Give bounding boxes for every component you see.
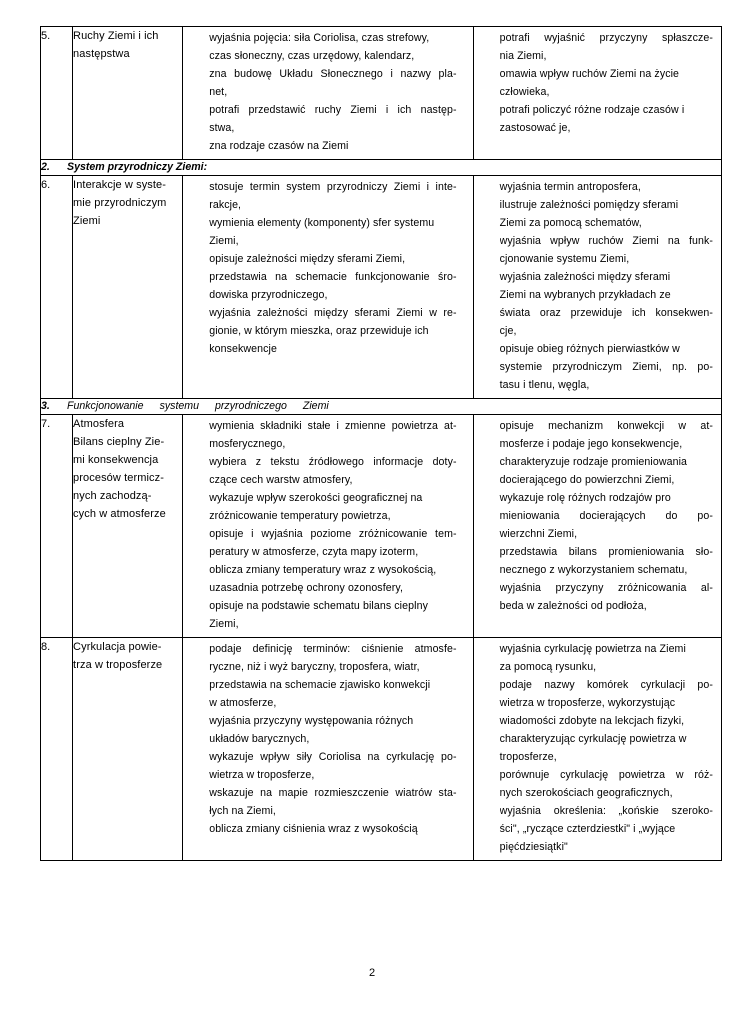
requirement-line: ryczne, niż i wyż baryczny, troposfera, wiatr, bbox=[209, 661, 420, 673]
requirement-line: opisuje mechanizm konwekcji w at- bbox=[499, 420, 713, 432]
requirement-line: charakteryzuje rodzaje promieniowania bbox=[499, 456, 688, 468]
requirement-line: wietrza w troposferze, bbox=[209, 769, 315, 781]
requirement-line: docierającego do powierzchni Ziemi, bbox=[499, 474, 675, 486]
row-number: 5. bbox=[41, 27, 73, 160]
requirement-line: cje, bbox=[499, 325, 517, 337]
requirement-line: wietrza w troposferze, wykorzystując bbox=[499, 697, 676, 709]
requirement-line: Ziemi, bbox=[209, 618, 239, 630]
requirement-line: wyjaśnia pojęcia: siła Coriolisa, czas strefowy, bbox=[209, 32, 430, 44]
topic-line: cych w atmosferze bbox=[73, 508, 166, 520]
section-title-word: Funkcjonowanie bbox=[67, 400, 144, 412]
requirement-line: oblicza zmiany temperatury wraz z wysokością, bbox=[209, 564, 437, 576]
requirement-line: wykazuje wpływ szerokości geograficznej na bbox=[209, 492, 423, 504]
table-row bbox=[41, 176, 722, 399]
topic-line: Interakcje w syste- bbox=[73, 179, 167, 191]
row-topic bbox=[73, 638, 183, 861]
row-topic bbox=[73, 415, 183, 638]
topic-line: Atmosfera bbox=[73, 418, 125, 430]
requirement-line: opisuje i wyjaśnia poziome zróżnicowanie tem- bbox=[209, 528, 457, 540]
section-header-3 bbox=[41, 399, 722, 415]
requirement-line: Ziemi za pomocą schematów, bbox=[499, 217, 642, 229]
topic-line: Cyrkulacja powie- bbox=[73, 641, 162, 653]
requirement-line: wyjaśnia zależności między sferami Ziemi w re- bbox=[209, 307, 457, 319]
requirement-line: porównuje cyrkulację powietrza w róż- bbox=[499, 769, 713, 781]
section-title-word: systemu bbox=[159, 400, 200, 412]
requirement-line: uzasadnia potrzebę ochrony ozonosfery, bbox=[209, 582, 404, 594]
requirement-line: charakteryzując cyrkulację powietrza w bbox=[499, 733, 687, 745]
requirement-line: za pomocą rysunku, bbox=[499, 661, 597, 673]
requirement-line: przedstawia na schemacie funkcjonowanie śro- bbox=[209, 271, 457, 283]
requirement-line: mosferze i podaje jego konsekwencje, bbox=[499, 438, 683, 450]
requirement-line: wybiera z tekstu źródłowego informacje doty- bbox=[209, 456, 457, 468]
requirement-line: wyjaśnia termin antroposfera, bbox=[499, 181, 641, 193]
requirement-line: wierzchni Ziemi, bbox=[499, 528, 578, 540]
requirement-line: stwa, bbox=[209, 122, 235, 134]
topic-line: nych zachodzą- bbox=[73, 490, 152, 502]
requirement-line: pięćdziesiątki" bbox=[499, 841, 568, 853]
table-row bbox=[41, 415, 722, 638]
requirement-line: necznego z wykorzystaniem schematu, bbox=[499, 564, 688, 576]
basic-lines bbox=[183, 176, 472, 362]
requirement-line: zróżnicowanie temperatury powietrza, bbox=[209, 510, 391, 522]
requirement-line: przedstawia na schemacie zjawisko konwekcji bbox=[209, 679, 431, 691]
table-row bbox=[41, 638, 722, 861]
extended-requirements-cell bbox=[473, 415, 721, 638]
requirement-line: rakcje, bbox=[209, 199, 242, 211]
section-title-2 bbox=[41, 160, 722, 176]
requirement-line: dowiska przyrodniczego, bbox=[209, 289, 328, 301]
basic-requirements-cell bbox=[183, 415, 473, 638]
requirement-line: mieniowania docierających do po- bbox=[499, 510, 713, 522]
ext-lines bbox=[474, 415, 721, 619]
section-title-text: System przyrodniczy Ziemi: bbox=[67, 161, 208, 173]
requirement-line: oblicza zmiany ciśnienia wraz z wysokością bbox=[209, 823, 418, 835]
requirement-line: wskazuje na mapie rozmieszczenie wiatrów sta- bbox=[209, 787, 457, 799]
row-topic bbox=[73, 27, 183, 160]
basic-lines bbox=[183, 415, 472, 637]
requirement-line: potrafi policzyć różne rodzaje czasów i bbox=[499, 104, 685, 116]
basic-requirements-cell bbox=[183, 27, 473, 160]
section-header-2 bbox=[41, 160, 722, 176]
requirement-line: wyjaśnia zależności między sferami bbox=[499, 271, 671, 283]
requirement-line: peratury w atmosferze, czyta mapy izoterm, bbox=[209, 546, 419, 558]
requirement-line: mosferycznego, bbox=[209, 438, 286, 450]
requirement-line: wykazuje rolę różnych rodzajów pro bbox=[499, 492, 671, 504]
basic-requirements-cell bbox=[183, 638, 473, 861]
topic-line: procesów termicz- bbox=[73, 472, 164, 484]
requirement-line: potrafi wyjaśnić przyczyny spłaszcze- bbox=[499, 32, 713, 44]
requirement-line: czące cech warstw atmosfery, bbox=[209, 474, 353, 486]
section-number: 3. bbox=[41, 400, 50, 412]
requirement-line: nych szerokościach geograficznych, bbox=[499, 787, 673, 799]
requirement-line: net, bbox=[209, 86, 228, 98]
ext-lines bbox=[474, 176, 721, 398]
requirement-line: wykazuje wpływ siły Coriolisa na cyrkulację po- bbox=[209, 751, 457, 763]
row-topic bbox=[73, 176, 183, 399]
section-title-3 bbox=[41, 399, 722, 415]
requirement-line: nia Ziemi, bbox=[499, 50, 547, 62]
requirement-line: ści", „ryczące czterdziestki" i „wyjące bbox=[499, 823, 676, 835]
requirement-line: zna rodzaje czasów na Ziemi bbox=[209, 140, 349, 152]
requirement-line: w atmosferze, bbox=[209, 697, 277, 709]
requirement-line: systemie przyrodniczym Ziemi, np. po- bbox=[499, 361, 713, 373]
requirement-line: opisuje na podstawie schematu bilans cieplny bbox=[209, 600, 428, 612]
requirement-line: łych na Ziemi, bbox=[209, 805, 276, 817]
topic-line: Ruchy Ziemi i ich bbox=[73, 30, 159, 42]
requirement-line: Ziemi na wybranych przykładach ze bbox=[499, 289, 671, 301]
table-row bbox=[41, 27, 722, 160]
requirement-line: cjonowanie systemu Ziemi, bbox=[499, 253, 630, 265]
basic-requirements-cell bbox=[183, 176, 473, 399]
requirement-line: podaje definicję terminów: ciśnienie atmosfe- bbox=[209, 643, 457, 655]
basic-lines bbox=[183, 27, 472, 159]
requirement-line: zastosować je, bbox=[499, 122, 571, 134]
row-number: 7. bbox=[41, 415, 73, 638]
topic-line: mie przyrodniczym bbox=[73, 197, 167, 209]
requirement-line: opisuje obieg różnych pierwiastków w bbox=[499, 343, 680, 355]
requirement-line: potrafi przedstawić ruchy Ziemi i ich następ- bbox=[209, 104, 457, 116]
requirement-line: wyjaśnia określenia: „końskie szeroko- bbox=[499, 805, 713, 817]
requirement-line: układów barycznych, bbox=[209, 733, 310, 745]
topic-line: Ziemi bbox=[73, 215, 101, 227]
requirement-line: wiadomości zdobyte na lekcjach fizyki, bbox=[499, 715, 685, 727]
requirement-line: podaje nazwy komórek cyrkulacji po- bbox=[499, 679, 713, 691]
section-title-word: przyrodniczego bbox=[215, 400, 287, 412]
requirement-line: gionie, w którym mieszka, oraz przewiduje ich bbox=[209, 325, 429, 337]
requirement-line: wyjaśnia cyrkulację powietrza na Ziemi bbox=[499, 643, 686, 655]
requirement-line: wyjaśnia wpływ ruchów Ziemi na funk- bbox=[499, 235, 713, 247]
requirement-line: świata oraz przewiduje ich konsekwen- bbox=[499, 307, 713, 319]
requirement-line: czas słoneczny, czas urzędowy, kalendarz, bbox=[209, 50, 415, 62]
requirement-line: wyjaśnia przyczyny występowania różnych bbox=[209, 715, 414, 727]
requirement-line: ilustruje zależności pomiędzy sferami bbox=[499, 199, 679, 211]
ext-lines bbox=[474, 27, 721, 141]
requirement-line: omawia wpływ ruchów Ziemi na życie bbox=[499, 68, 680, 80]
requirement-line: stosuje termin system przyrodniczy Ziemi i inte- bbox=[209, 181, 457, 193]
table-body-section-3 bbox=[41, 415, 722, 861]
section-number: 2. bbox=[41, 161, 50, 173]
topic-line: mi konsekwencja bbox=[73, 454, 159, 466]
basic-lines bbox=[183, 638, 472, 842]
extended-requirements-cell bbox=[473, 27, 721, 160]
table-body-section-2 bbox=[41, 176, 722, 399]
requirement-line: zna budowę Układu Słonecznego i nazwy pla- bbox=[209, 68, 457, 80]
section-title-word: Ziemi bbox=[302, 400, 329, 412]
requirement-line: konsekwencje bbox=[209, 343, 277, 355]
requirement-line: Ziemi, bbox=[209, 235, 239, 247]
requirement-line: troposferze, bbox=[499, 751, 557, 763]
topic-line: następstwa bbox=[73, 48, 130, 60]
extended-requirements-cell bbox=[473, 176, 721, 399]
requirement-line: wyjaśnia przyczyny zróżnicowania al- bbox=[499, 582, 713, 594]
topic-line: Bilans cieplny Zie- bbox=[73, 436, 165, 448]
row-number: 6. bbox=[41, 176, 73, 399]
row-number: 8. bbox=[41, 638, 73, 861]
page-number: 2 bbox=[368, 967, 376, 979]
requirement-line: tasu i tlenu, węgla, bbox=[499, 379, 590, 391]
topic-line: trza w troposferze bbox=[73, 659, 163, 671]
requirement-line: wymienia elementy (komponenty) sfer systemu bbox=[209, 217, 435, 229]
ext-lines bbox=[474, 638, 721, 860]
requirement-line: opisuje zależności między sferami Ziemi, bbox=[209, 253, 406, 265]
table-body-section-1 bbox=[41, 27, 722, 160]
requirement-line: człowieka, bbox=[499, 86, 550, 98]
requirement-line: przedstawia bilans promieniowania sło- bbox=[499, 546, 713, 558]
extended-requirements-cell bbox=[473, 638, 721, 861]
curriculum-table bbox=[40, 26, 722, 861]
requirement-line: beda w zależności od podłoża, bbox=[499, 600, 647, 612]
requirement-line: wymienia składniki stałe i zmienne powietrza at- bbox=[209, 420, 457, 432]
